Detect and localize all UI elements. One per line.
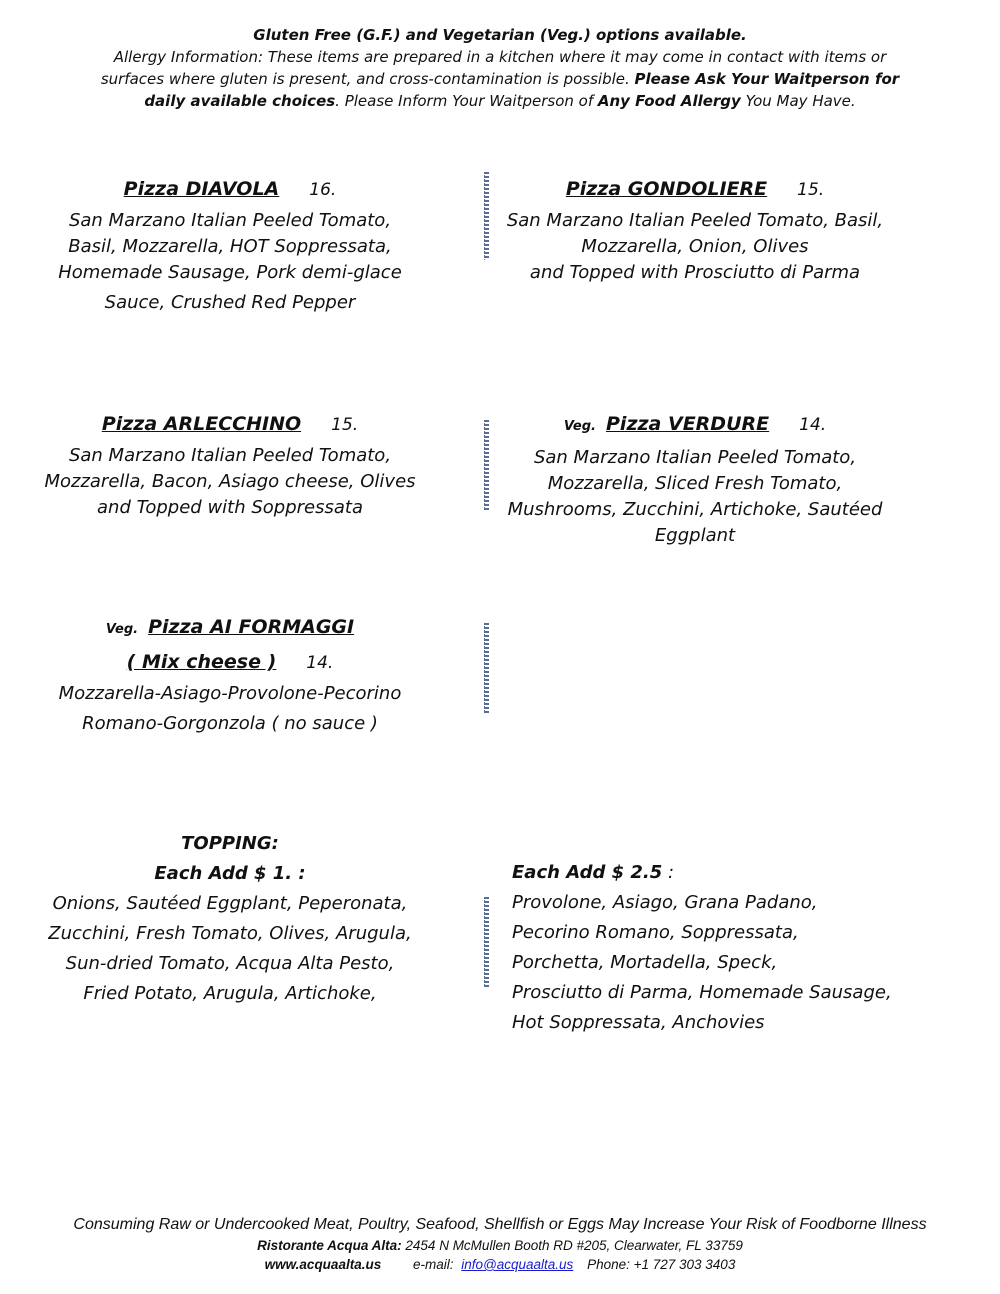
toppings-left-head: Each Add $ 1. : [154,863,306,884]
menu-item-arlecchino [40,410,420,521]
menu-item-diavola [40,175,420,316]
veg-badge: Veg. [105,622,139,637]
item-description: San Marzano Italian Peeled Tomato, Basil, Mozzarella, HOT Soppressata, Homemade Sausage, Pork demi-glace Sauce, Crushed Red Pepper [58,210,402,313]
website-link[interactable]: www.acquaalta.us [264,1257,382,1272]
item-price: 14. [306,653,334,673]
toppings-right-head: Each Add $ 2.5 : [512,862,675,883]
item-name-subtitle: ( Mix cheese ) [126,651,277,673]
item-price: 15. [331,415,359,435]
allergy-text-b: Please Ask Your Waitperson for daily available choices [144,70,900,110]
dotted-separator [484,420,489,510]
dotted-separator [484,623,489,713]
allergy-text-c: . Please Inform Your Waitperson of [335,92,598,110]
menu-item-formaggi [40,613,420,739]
item-name: Pizza VERDURE [606,413,770,435]
menu-item-verdure [505,410,885,549]
restaurant-address: Ristorante Acqua Alta: 2454 N McMullen Booth RD #205, Clearwater, FL 33759 [257,1238,743,1253]
item-name: Pizza GONDOLIERE [565,178,768,200]
allergy-text [80,46,920,112]
item-description: San Marzano Italian Peeled Tomato, Mozzarella, Bacon, Asiago cheese, Olives and Topped with Soppressata [44,445,416,518]
item-name: Pizza AI FORMAGGI [148,616,355,638]
contact-line: www.acquaalta.us e-mail: info@acquaalta.us Phone: +1 727 303 3403 [264,1257,736,1272]
menu-item-gondoliere [505,175,885,286]
dotted-separator [484,897,489,987]
item-price: 15. [797,180,825,200]
email-link[interactable]: info@acquaalta.us [461,1257,574,1272]
toppings-2-5-dollar: Each Add $ 2.5 : Provolone, Asiago, Grana Padano, Pecorino Romano, Soppressata, Porchetta, Mortadella, Speck, Prosciutto di Parma, Homemade Sausage, Hot Soppressata, Anchovies [512,858,952,1038]
allergy-text-a: Allergy Information: These items are prepared in a kitchen where it may come in contact with items or surfaces where gluten is present, and cross-contamination is possible. [100,48,887,88]
food-safety-warning: Consuming Raw or Undercooked Meat, Poultry, Seafood, Shellfish or Eggs May Increase Your Risk of Foodborne Illness [73,1216,927,1233]
item-price: 16. [309,180,337,200]
item-name: Pizza DIAVOLA [123,178,280,200]
item-price: 14. [799,415,827,435]
dotted-separator [484,172,489,260]
allergy-text-d: Any Food Allergy [597,92,741,110]
allergy-notice [80,24,920,112]
toppings-1-dollar: TOPPING: Each Add $ 1. : Onions, Sautéed Eggplant, Peperonata, Zucchini, Fresh Tomato, Olives, Arugula, Sun-dried Tomato, Acqua Alta Pesto, Fried Potato, Arugula, Artichoke, [40,829,420,1009]
item-description: San Marzano Italian Peeled Tomato, Mozzarella, Sliced Fresh Tomato, Mushrooms, Zucchini, Artichoke, Sautéed Eggplant [507,447,883,546]
footer [0,1214,1000,1274]
veg-badge: Veg. [563,419,596,434]
allergy-text-e: You May Have. [740,92,856,110]
item-description: Mozzarella-Asiago-Provolone-Pecorino Romano-Gorgonzola ( no sauce ) [58,683,402,734]
options-line: Gluten Free (G.F.) and Vegetarian (Veg.) options available. [253,26,747,44]
item-name: Pizza ARLECCHINO [101,413,302,435]
phone-number: Phone: +1 727 303 3403 [587,1257,736,1272]
item-description: San Marzano Italian Peeled Tomato, Basil, Mozzarella, Onion, Olives and Topped with Prosciutto di Parma [506,210,884,283]
toppings-title: TOPPING: [181,833,279,854]
